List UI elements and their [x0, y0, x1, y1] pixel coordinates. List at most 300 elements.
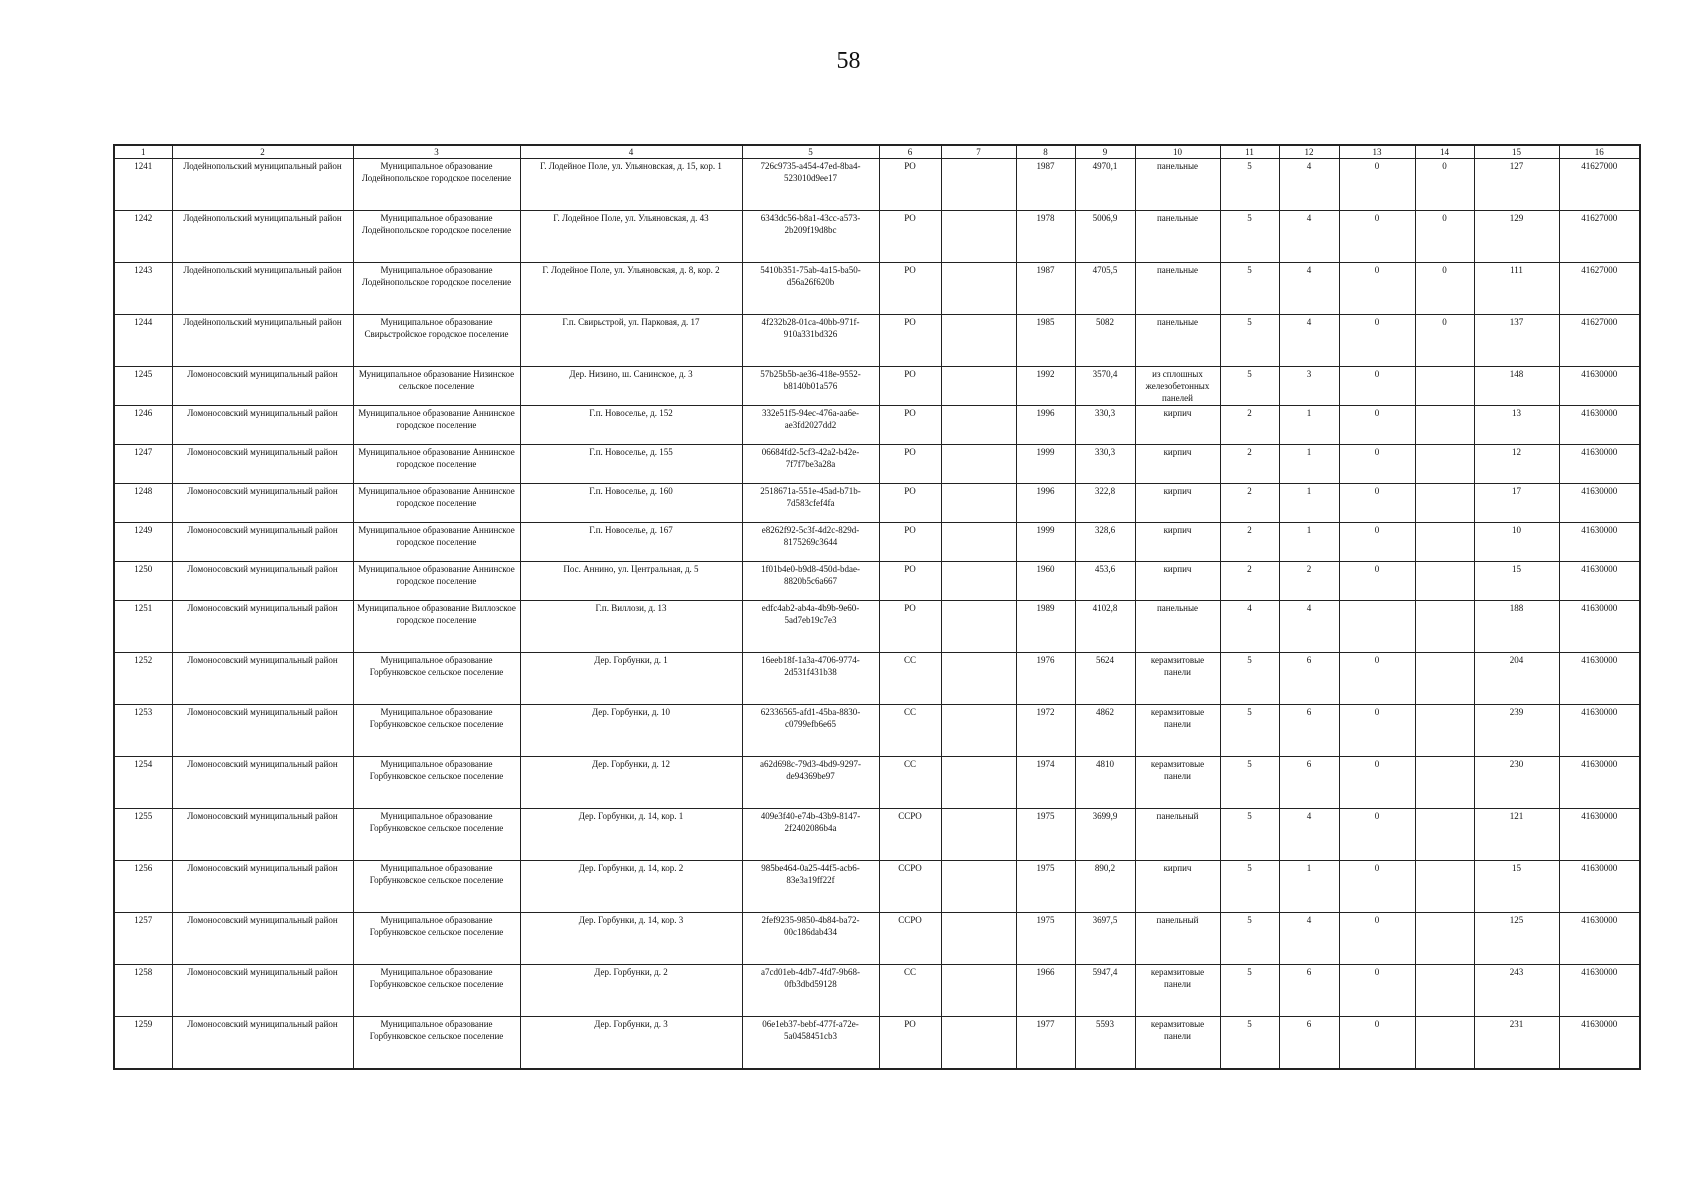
- table-cell: [1339, 601, 1415, 653]
- table-cell: 204: [1474, 653, 1559, 705]
- table-cell: 1960: [1016, 562, 1075, 601]
- table-row: [114, 757, 1640, 809]
- table-cell: 41630000: [1559, 705, 1640, 757]
- table-cell: ССРО: [879, 913, 941, 965]
- table-cell: 0: [1339, 367, 1415, 406]
- table-row: [114, 406, 1640, 445]
- table-cell: 1987: [1016, 263, 1075, 315]
- table-cell: 148: [1474, 367, 1559, 406]
- column-header: 16: [1559, 145, 1640, 159]
- table-cell: 1251: [114, 601, 172, 653]
- table-row: [114, 861, 1640, 913]
- table-cell: РО: [879, 445, 941, 484]
- table-cell: 1247: [114, 445, 172, 484]
- table-cell: [941, 653, 1016, 705]
- table-cell: 41630000: [1559, 861, 1640, 913]
- table-cell: 2: [1220, 484, 1279, 523]
- table-cell: 15: [1474, 861, 1559, 913]
- table-cell: 1: [1279, 523, 1339, 562]
- table-cell: 1255: [114, 809, 172, 861]
- table-cell: 3699,9: [1075, 809, 1135, 861]
- table-row: [114, 965, 1640, 1017]
- table-cell: 0: [1339, 757, 1415, 809]
- table-cell: 890,2: [1075, 861, 1135, 913]
- table-cell: 1: [1279, 484, 1339, 523]
- table-cell: 1241: [114, 159, 172, 211]
- table-cell: [1415, 523, 1474, 562]
- table-cell: СС: [879, 757, 941, 809]
- table-cell: Лодейнопольский муниципальный район: [172, 159, 353, 211]
- table-cell: 1989: [1016, 601, 1075, 653]
- table-cell: 57b25b5b-ae36-418e-9552-b8140b01a576: [742, 367, 879, 406]
- table-cell: Ломоносовский муниципальный район: [172, 913, 353, 965]
- column-header: 8: [1016, 145, 1075, 159]
- table-row: [114, 601, 1640, 653]
- table-cell: 4: [1279, 809, 1339, 861]
- table-cell: 41630000: [1559, 367, 1640, 406]
- table-cell: Дер. Низино, ш. Санинское, д. 3: [520, 367, 742, 406]
- table-cell: 5624: [1075, 653, 1135, 705]
- table-cell: [941, 523, 1016, 562]
- table-cell: Муниципальное образование Виллозское городское поселение: [353, 601, 520, 653]
- column-header: 15: [1474, 145, 1559, 159]
- column-header: 13: [1339, 145, 1415, 159]
- table-cell: 1992: [1016, 367, 1075, 406]
- table-cell: [1415, 445, 1474, 484]
- table-row: [114, 913, 1640, 965]
- table-cell: 6: [1279, 653, 1339, 705]
- column-header: 2: [172, 145, 353, 159]
- table-cell: 985be464-0a25-44f5-acb6-83e3a19ff22f: [742, 861, 879, 913]
- table-cell: [1415, 1017, 1474, 1070]
- table-cell: 127: [1474, 159, 1559, 211]
- table-cell: 1257: [114, 913, 172, 965]
- table-cell: 16eeb18f-1a3a-4706-9774-2d531f431b38: [742, 653, 879, 705]
- table-cell: 0: [1339, 263, 1415, 315]
- table-cell: 1987: [1016, 159, 1075, 211]
- table-cell: 1975: [1016, 861, 1075, 913]
- table-row: [114, 562, 1640, 601]
- table-cell: 125: [1474, 913, 1559, 965]
- table-cell: [941, 861, 1016, 913]
- table-cell: [1415, 861, 1474, 913]
- table-cell: 41627000: [1559, 211, 1640, 263]
- table-cell: 1999: [1016, 523, 1075, 562]
- table-cell: 328,6: [1075, 523, 1135, 562]
- table-cell: 3697,5: [1075, 913, 1135, 965]
- table-cell: 4f232b28-01ca-40bb-971f-910a331bd326: [742, 315, 879, 367]
- table-cell: 409e3f40-e74b-43b9-8147-2f2402086b4a: [742, 809, 879, 861]
- table-cell: 0: [1339, 562, 1415, 601]
- table-row: [114, 523, 1640, 562]
- table-cell: Ломоносовский муниципальный район: [172, 809, 353, 861]
- table-body: [114, 159, 1640, 1070]
- table-cell: Г. Лодейное Поле, ул. Ульяновская, д. 15, кор. 1: [520, 159, 742, 211]
- table-cell: Муниципальное образование Низинское сельское поселение: [353, 367, 520, 406]
- table-cell: [1415, 601, 1474, 653]
- table-cell: 06684fd2-5cf3-42a2-b42e-7f7f7be3a28a: [742, 445, 879, 484]
- table-cell: Ломоносовский муниципальный район: [172, 861, 353, 913]
- table-cell: 5: [1220, 263, 1279, 315]
- table-cell: РО: [879, 315, 941, 367]
- table-cell: 1248: [114, 484, 172, 523]
- table-cell: Муниципальное образование Горбунковское сельское поселение: [353, 1017, 520, 1070]
- table-cell: 1259: [114, 1017, 172, 1070]
- table-cell: 4: [1279, 913, 1339, 965]
- table-cell: кирпич: [1135, 562, 1220, 601]
- table-cell: Муниципальное образование Аннинское городское поселение: [353, 406, 520, 445]
- table-cell: 6: [1279, 965, 1339, 1017]
- table-cell: Дер. Горбунки, д. 1: [520, 653, 742, 705]
- table-cell: 41630000: [1559, 653, 1640, 705]
- table-cell: 121: [1474, 809, 1559, 861]
- table-cell: 4: [1279, 211, 1339, 263]
- table-cell: 1256: [114, 861, 172, 913]
- table-cell: 1252: [114, 653, 172, 705]
- table-cell: Муниципальное образование Аннинское городское поселение: [353, 445, 520, 484]
- table-cell: 1: [1279, 861, 1339, 913]
- table-cell: a62d698c-79d3-4bd9-9297-de94369be97: [742, 757, 879, 809]
- table-cell: 1972: [1016, 705, 1075, 757]
- table-cell: 0: [1339, 523, 1415, 562]
- table-cell: [1415, 965, 1474, 1017]
- table-cell: Г.п. Новоселье, д. 152: [520, 406, 742, 445]
- table-cell: 4970,1: [1075, 159, 1135, 211]
- table-cell: панельный: [1135, 809, 1220, 861]
- table-cell: 0: [1415, 211, 1474, 263]
- table-cell: Муниципальное образование Аннинское городское поселение: [353, 562, 520, 601]
- table-cell: Муниципальное образование Лодейнопольское городское поселение: [353, 211, 520, 263]
- column-header: 9: [1075, 145, 1135, 159]
- table-cell: [941, 367, 1016, 406]
- table-row: [114, 159, 1640, 211]
- table-cell: 1f01b4e0-b9d8-450d-bdae-8820b5c6a667: [742, 562, 879, 601]
- table-cell: Дер. Горбунки, д. 10: [520, 705, 742, 757]
- table-cell: 5: [1220, 653, 1279, 705]
- table-cell: 4: [1279, 159, 1339, 211]
- table-cell: 4: [1279, 315, 1339, 367]
- column-header: 14: [1415, 145, 1474, 159]
- table-cell: СС: [879, 653, 941, 705]
- table-cell: [941, 913, 1016, 965]
- table-cell: 17: [1474, 484, 1559, 523]
- table-cell: керамзитовые панели: [1135, 705, 1220, 757]
- table-cell: 1: [1279, 445, 1339, 484]
- table-cell: 1242: [114, 211, 172, 263]
- table-cell: 2: [1220, 523, 1279, 562]
- table-cell: Муниципальное образование Горбунковское сельское поселение: [353, 965, 520, 1017]
- table-cell: 5: [1220, 965, 1279, 1017]
- table-cell: Г.п. Виллози, д. 13: [520, 601, 742, 653]
- table-cell: кирпич: [1135, 523, 1220, 562]
- table-cell: Дер. Горбунки, д. 14, кор. 3: [520, 913, 742, 965]
- table-cell: 41630000: [1559, 965, 1640, 1017]
- table-cell: 726c9735-a454-47ed-8ba4-523010d9ee17: [742, 159, 879, 211]
- table-cell: 2: [1220, 445, 1279, 484]
- column-header: 5: [742, 145, 879, 159]
- table-cell: кирпич: [1135, 484, 1220, 523]
- table-cell: [941, 809, 1016, 861]
- table-cell: Ломоносовский муниципальный район: [172, 406, 353, 445]
- table-cell: РО: [879, 601, 941, 653]
- table-cell: 0: [1415, 315, 1474, 367]
- table-cell: Лодейнопольский муниципальный район: [172, 315, 353, 367]
- table-cell: 5947,4: [1075, 965, 1135, 1017]
- table-cell: [941, 484, 1016, 523]
- table-cell: 2: [1279, 562, 1339, 601]
- table-cell: Дер. Горбунки, д. 14, кор. 1: [520, 809, 742, 861]
- table-row: [114, 315, 1640, 367]
- table-row: [114, 653, 1640, 705]
- table-cell: Муниципальное образование Горбунковское сельское поселение: [353, 705, 520, 757]
- table-cell: кирпич: [1135, 445, 1220, 484]
- table-cell: кирпич: [1135, 861, 1220, 913]
- table-cell: 5: [1220, 757, 1279, 809]
- table-row: [114, 211, 1640, 263]
- table-cell: 1996: [1016, 406, 1075, 445]
- table-cell: 5: [1220, 705, 1279, 757]
- table-cell: 243: [1474, 965, 1559, 1017]
- table-cell: 2: [1220, 562, 1279, 601]
- table-cell: 4102,8: [1075, 601, 1135, 653]
- table-cell: 1243: [114, 263, 172, 315]
- table-cell: 06e1eb37-bebf-477f-a72e-5a0458451cb3: [742, 1017, 879, 1070]
- table-cell: керамзитовые панели: [1135, 757, 1220, 809]
- table-row: [114, 1017, 1640, 1070]
- table-cell: 1966: [1016, 965, 1075, 1017]
- table-cell: 0: [1339, 1017, 1415, 1070]
- table-cell: 330,3: [1075, 406, 1135, 445]
- table-cell: 137: [1474, 315, 1559, 367]
- table-cell: [941, 211, 1016, 263]
- table-cell: 41630000: [1559, 484, 1640, 523]
- table-cell: Ломоносовский муниципальный район: [172, 705, 353, 757]
- table-cell: Дер. Горбунки, д. 3: [520, 1017, 742, 1070]
- table-cell: edfc4ab2-ab4a-4b9b-9e60-5ad7eb19c7e3: [742, 601, 879, 653]
- table-cell: 330,3: [1075, 445, 1135, 484]
- table-cell: 0: [1339, 484, 1415, 523]
- table-cell: 0: [1339, 406, 1415, 445]
- table-cell: Муниципальное образование Горбунковское сельское поселение: [353, 757, 520, 809]
- table-cell: РО: [879, 159, 941, 211]
- table-cell: РО: [879, 1017, 941, 1070]
- table-cell: 1246: [114, 406, 172, 445]
- table-cell: 6: [1279, 1017, 1339, 1070]
- table-cell: Ломоносовский муниципальный район: [172, 523, 353, 562]
- table-cell: 5: [1220, 809, 1279, 861]
- table-cell: Муниципальное образование Лодейнопольское городское поселение: [353, 159, 520, 211]
- table-cell: 5410b351-75ab-4a15-ba50-d56a26f620b: [742, 263, 879, 315]
- table-cell: Г. Лодейное Поле, ул. Ульяновская, д. 8, кор. 2: [520, 263, 742, 315]
- table-cell: 1245: [114, 367, 172, 406]
- column-header: 7: [941, 145, 1016, 159]
- table-cell: панельные: [1135, 211, 1220, 263]
- table-cell: Дер. Горбунки, д. 14, кор. 2: [520, 861, 742, 913]
- table-cell: 10: [1474, 523, 1559, 562]
- table-cell: 1976: [1016, 653, 1075, 705]
- table-cell: 41630000: [1559, 601, 1640, 653]
- table-cell: 0: [1339, 159, 1415, 211]
- table-cell: 230: [1474, 757, 1559, 809]
- table-cell: a7cd01eb-4db7-4fd7-9b68-0fb3dbd59128: [742, 965, 879, 1017]
- table-cell: 0: [1339, 861, 1415, 913]
- table-cell: [941, 159, 1016, 211]
- table-cell: 0: [1339, 705, 1415, 757]
- table-cell: 188: [1474, 601, 1559, 653]
- table-cell: 111: [1474, 263, 1559, 315]
- table-cell: 12: [1474, 445, 1559, 484]
- table-cell: 2fef9235-9850-4b84-ba72-00c186dab434: [742, 913, 879, 965]
- table-cell: 5082: [1075, 315, 1135, 367]
- table-cell: 5593: [1075, 1017, 1135, 1070]
- table-cell: 0: [1339, 653, 1415, 705]
- table-cell: ССРО: [879, 809, 941, 861]
- table-cell: 0: [1339, 445, 1415, 484]
- table-cell: РО: [879, 484, 941, 523]
- table-cell: 0: [1415, 159, 1474, 211]
- table-cell: [1415, 562, 1474, 601]
- table-cell: 5: [1220, 367, 1279, 406]
- table-cell: 6: [1279, 757, 1339, 809]
- table-cell: [1415, 406, 1474, 445]
- table-cell: Лодейнопольский муниципальный район: [172, 211, 353, 263]
- table-cell: 3: [1279, 367, 1339, 406]
- table-cell: Муниципальное образование Аннинское городское поселение: [353, 523, 520, 562]
- table-cell: 453,6: [1075, 562, 1135, 601]
- table-cell: панельные: [1135, 159, 1220, 211]
- table-cell: [1415, 913, 1474, 965]
- table-cell: Дер. Горбунки, д. 2: [520, 965, 742, 1017]
- table-cell: Г.п. Новоселье, д. 155: [520, 445, 742, 484]
- table-cell: 41630000: [1559, 913, 1640, 965]
- table-cell: из сплошных железобетонных панелей: [1135, 367, 1220, 406]
- table-cell: [941, 757, 1016, 809]
- table-cell: Муниципальное образование Горбунковское сельское поселение: [353, 653, 520, 705]
- table-cell: 6343dc56-b8a1-43cc-a573-2b209f19d8bc: [742, 211, 879, 263]
- table-cell: [1415, 484, 1474, 523]
- table-cell: РО: [879, 211, 941, 263]
- table-cell: керамзитовые панели: [1135, 1017, 1220, 1070]
- column-header: 11: [1220, 145, 1279, 159]
- table-cell: [941, 1017, 1016, 1070]
- table-cell: 0: [1339, 809, 1415, 861]
- table-cell: 4705,5: [1075, 263, 1135, 315]
- column-header: 6: [879, 145, 941, 159]
- table-cell: Ломоносовский муниципальный район: [172, 601, 353, 653]
- table-cell: 15: [1474, 562, 1559, 601]
- table-cell: Ломоносовский муниципальный район: [172, 965, 353, 1017]
- table-cell: 1996: [1016, 484, 1075, 523]
- table-cell: Ломоносовский муниципальный район: [172, 484, 353, 523]
- table-cell: [1415, 653, 1474, 705]
- table-cell: кирпич: [1135, 406, 1220, 445]
- table-cell: 4: [1220, 601, 1279, 653]
- table-cell: 0: [1415, 263, 1474, 315]
- table-cell: 1253: [114, 705, 172, 757]
- table-cell: 2: [1220, 406, 1279, 445]
- table-cell: 1999: [1016, 445, 1075, 484]
- column-header: 4: [520, 145, 742, 159]
- table-cell: [941, 562, 1016, 601]
- table-cell: [941, 315, 1016, 367]
- table-cell: Ломоносовский муниципальный район: [172, 757, 353, 809]
- table-cell: Г.п. Свирьстрой, ул. Парковая, д. 17: [520, 315, 742, 367]
- table-cell: СС: [879, 705, 941, 757]
- table-cell: Г.п. Новоселье, д. 160: [520, 484, 742, 523]
- table-cell: [1415, 367, 1474, 406]
- table-cell: 5: [1220, 861, 1279, 913]
- table-cell: 41627000: [1559, 263, 1640, 315]
- table-cell: 129: [1474, 211, 1559, 263]
- table-cell: 4: [1279, 263, 1339, 315]
- column-header: 12: [1279, 145, 1339, 159]
- column-header: 3: [353, 145, 520, 159]
- table-cell: 41630000: [1559, 445, 1640, 484]
- table-cell: 239: [1474, 705, 1559, 757]
- table-cell: e8262f92-5c3f-4d2c-829d-8175269c3644: [742, 523, 879, 562]
- table-cell: 41627000: [1559, 159, 1640, 211]
- column-header: 1: [114, 145, 172, 159]
- table-cell: керамзитовые панели: [1135, 965, 1220, 1017]
- table-cell: 41630000: [1559, 757, 1640, 809]
- table-cell: [1415, 705, 1474, 757]
- table-cell: 0: [1339, 315, 1415, 367]
- table-cell: панельные: [1135, 263, 1220, 315]
- table-cell: 1975: [1016, 809, 1075, 861]
- table-cell: 1250: [114, 562, 172, 601]
- table-cell: 5: [1220, 1017, 1279, 1070]
- table-cell: 5: [1220, 159, 1279, 211]
- table-cell: [941, 965, 1016, 1017]
- table-cell: 4: [1279, 601, 1339, 653]
- table-cell: 1244: [114, 315, 172, 367]
- table-cell: РО: [879, 523, 941, 562]
- table-cell: 13: [1474, 406, 1559, 445]
- table-cell: [1415, 809, 1474, 861]
- table-cell: Ломоносовский муниципальный район: [172, 562, 353, 601]
- table-cell: СС: [879, 965, 941, 1017]
- table-row: [114, 445, 1640, 484]
- table-cell: 41630000: [1559, 406, 1640, 445]
- table-cell: 1977: [1016, 1017, 1075, 1070]
- table-cell: 1: [1279, 406, 1339, 445]
- table-cell: Муниципальное образование Аннинское городское поселение: [353, 484, 520, 523]
- table-cell: [941, 263, 1016, 315]
- table-cell: 6: [1279, 705, 1339, 757]
- column-header: 10: [1135, 145, 1220, 159]
- table-cell: [941, 705, 1016, 757]
- table-cell: 41630000: [1559, 523, 1640, 562]
- table-cell: Муниципальное образование Лодейнопольское городское поселение: [353, 263, 520, 315]
- table-cell: 231: [1474, 1017, 1559, 1070]
- table-cell: 5: [1220, 913, 1279, 965]
- table-cell: 332e51f5-94ec-476a-aa6e-ae3fd2027dd2: [742, 406, 879, 445]
- table-cell: панельный: [1135, 913, 1220, 965]
- table-cell: 41627000: [1559, 315, 1640, 367]
- table-cell: 1258: [114, 965, 172, 1017]
- table-cell: 5006,9: [1075, 211, 1135, 263]
- table-cell: 62336565-afd1-45ba-8830-c0799efb6e65: [742, 705, 879, 757]
- table-cell: 41630000: [1559, 562, 1640, 601]
- table-cell: [941, 406, 1016, 445]
- table-cell: 5: [1220, 211, 1279, 263]
- table-cell: Муниципальное образование Свирьстройское городское поселение: [353, 315, 520, 367]
- table-cell: Ломоносовский муниципальный район: [172, 653, 353, 705]
- table-cell: Ломоносовский муниципальный район: [172, 1017, 353, 1070]
- table-cell: Дер. Горбунки, д. 12: [520, 757, 742, 809]
- table-cell: Г.п. Новоселье, д. 167: [520, 523, 742, 562]
- table-cell: Муниципальное образование Горбунковское сельское поселение: [353, 913, 520, 965]
